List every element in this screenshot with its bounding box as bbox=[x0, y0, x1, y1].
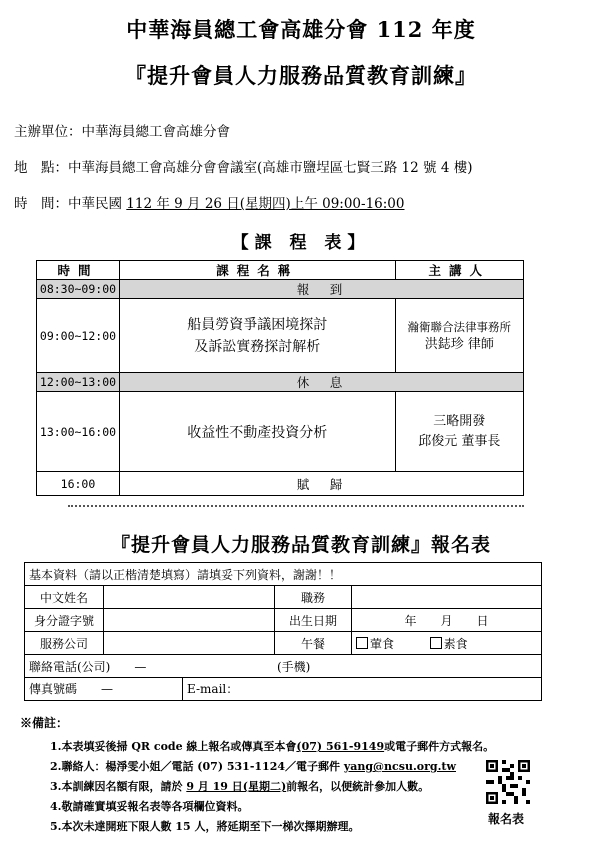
row-course: 報 到 bbox=[119, 280, 523, 299]
meal-label: 午餐 bbox=[275, 632, 352, 655]
note-5: 5.本次未達開班下限人數 15 人，將延期至下一梯次擇期辦理。 bbox=[50, 820, 360, 833]
speaker-name: 邱俊元 董事長 bbox=[418, 433, 501, 449]
meat-label: 葷食 bbox=[370, 636, 395, 651]
row-course: 賦 歸 bbox=[119, 472, 523, 496]
time bbox=[14, 192, 404, 212]
row-time: 08:30~09:00 bbox=[37, 280, 120, 299]
id-field[interactable] bbox=[104, 609, 275, 632]
note-text: 3.本訓練因名額有限，請於 bbox=[50, 780, 187, 793]
note-text: 1.本表填妥後掃 QR code 線上報名或傳真至本會 bbox=[50, 740, 297, 753]
phone-row bbox=[25, 655, 542, 678]
time-prefix: 時 間：中華民國 bbox=[14, 196, 127, 212]
fax-label[interactable]: 傳真號碼 — bbox=[25, 678, 183, 700]
job-label: 職務 bbox=[275, 586, 352, 609]
id-label: 身分證字號 bbox=[25, 609, 104, 632]
table-row bbox=[37, 280, 524, 299]
basic-info-note: 基本資料（請以正楷清楚填寫）請填妥下列資料，謝謝！！ bbox=[25, 563, 542, 586]
header-course: 課程名稱 bbox=[119, 261, 395, 280]
speaker-org: 三略開發 bbox=[433, 413, 486, 429]
mobile-label[interactable]: (手機) bbox=[277, 659, 311, 674]
veg-checkbox[interactable] bbox=[430, 637, 442, 649]
row-course bbox=[119, 299, 395, 373]
speaker-name: 洪鋕珍 律師 bbox=[424, 336, 494, 352]
name-label: 中文姓名 bbox=[25, 586, 104, 609]
note-1 bbox=[50, 738, 494, 754]
row-course: 休 息 bbox=[119, 373, 523, 392]
location: 地 點：中華海員總工會高雄分會會議室(高雄市鹽埕區七賢三路 12 號 4 樓) bbox=[14, 160, 473, 176]
course-line: 及訴訟實務探討解析 bbox=[194, 338, 321, 355]
fax-number: (07) 561-9149 bbox=[296, 740, 385, 753]
table-row bbox=[37, 299, 524, 373]
qr-label: 報名表 bbox=[488, 812, 525, 826]
divider bbox=[68, 505, 524, 507]
table-row bbox=[37, 472, 524, 496]
note-4: 4.敬請確實填妥報名表等各項欄位資料。 bbox=[50, 800, 249, 813]
notes-title: ※備註： bbox=[20, 716, 69, 730]
schedule-header bbox=[37, 261, 524, 280]
deadline: 9 月 19 日(星期二) bbox=[186, 780, 287, 793]
form-title: 『提升會員人力服務品質教育訓練』報名表 bbox=[110, 534, 491, 556]
name-field[interactable] bbox=[104, 586, 275, 609]
title-line2: 『提升會員人力服務品質教育訓練』 bbox=[125, 63, 477, 88]
dob-field[interactable]: 年 月 日 bbox=[352, 609, 542, 632]
table-row bbox=[37, 373, 524, 392]
dob-label: 出生日期 bbox=[275, 609, 352, 632]
row-course: 收益性不動產投資分析 bbox=[119, 392, 395, 472]
row-time: 16:00 bbox=[37, 472, 120, 496]
meal-options bbox=[352, 632, 542, 655]
job-field[interactable] bbox=[352, 586, 542, 609]
row-time: 12:00~13:00 bbox=[37, 373, 120, 392]
row-time: 13:00~16:00 bbox=[37, 392, 120, 472]
schedule-table bbox=[36, 260, 524, 496]
fax-row bbox=[25, 678, 542, 701]
company-label: 服務公司 bbox=[25, 632, 104, 655]
note-text: 或電子郵件方式報名。 bbox=[384, 740, 495, 753]
email-link[interactable]: yang@ncsu.org.tw bbox=[343, 760, 456, 773]
course-line: 船員勞資爭議困境探討 bbox=[187, 316, 328, 333]
email-label[interactable]: E-mail： bbox=[187, 682, 239, 696]
note-text: 2.聯絡人：楊淨雯小姐／電話 (07) 531-1124／電子郵件 bbox=[50, 760, 344, 773]
note-3 bbox=[50, 778, 429, 794]
registration-form bbox=[24, 562, 542, 701]
row-speaker bbox=[395, 299, 523, 373]
header-speaker: 主講人 bbox=[395, 261, 523, 280]
veg-label: 素食 bbox=[443, 636, 468, 651]
note-2 bbox=[50, 758, 456, 774]
schedule-title: 【課 程 表】 bbox=[231, 233, 371, 253]
row-time: 09:00~12:00 bbox=[37, 299, 120, 373]
qr-code-icon[interactable] bbox=[486, 760, 530, 804]
title-line1: 中華海員總工會高雄分會 112 年度 bbox=[126, 17, 476, 42]
time-value: 112 年 9 月 26 日(星期四)上午 09:00-16:00 bbox=[126, 196, 405, 212]
note-text: 前報名，以便統計參加人數。 bbox=[286, 780, 430, 793]
speaker-org: 瀚衛聯合法律事務所 bbox=[407, 319, 512, 334]
organizer: 主辦單位：中華海員總工會高雄分會 bbox=[14, 124, 230, 140]
header-time: 時間 bbox=[37, 261, 120, 280]
row-speaker bbox=[395, 392, 523, 472]
meat-checkbox[interactable] bbox=[356, 637, 368, 649]
phone-label[interactable]: 聯絡電話(公司) — bbox=[29, 659, 147, 674]
table-row bbox=[37, 392, 524, 472]
company-field[interactable] bbox=[104, 632, 275, 655]
